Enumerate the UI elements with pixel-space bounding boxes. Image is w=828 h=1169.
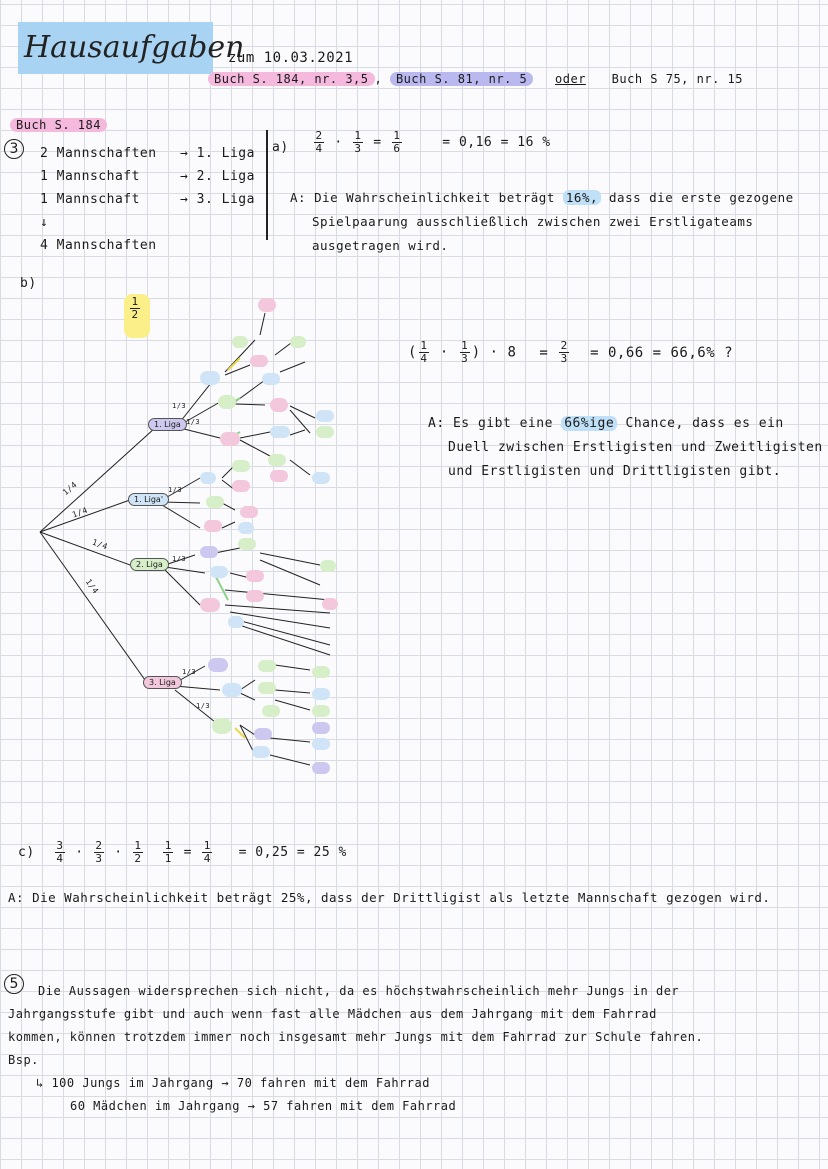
half-fraction: $\frac{1}{2}$ — [131, 295, 139, 321]
node-1-liga: 1. Liga — [148, 418, 187, 431]
leaf-dot — [312, 738, 330, 750]
section5-number: 5 — [4, 974, 24, 994]
leaf-dot — [232, 480, 250, 492]
leaf-dot — [270, 470, 288, 482]
branch-prob-6: 1/3 — [186, 418, 201, 426]
branch-prob-8: 1/3 — [172, 555, 187, 563]
team-list: 2 Mannschaften → 1. Liga 1 Mannschaft → 2. Liga 1 Mannschaft → 3. Liga ↓ 4 Mannschaften — [40, 146, 255, 253]
leaf-dot — [312, 762, 330, 774]
section5-text: Die Aussagen widersprechen sich nicht, da es höchstwahrscheinlich mehr Jungs in der Jahrgangsstufe gibt und auch wenn fast alle Mädchen aus dem Jahrgang mit dem Fahrrad kommen, können trotzdem immer noch insgesamt mehr Jungs mit dem Fahrrad zur Schule fahren. Bsp. ↳ 100 Jungs im Jahrgang → 70 fahren mit dem Fahrrad 60 Mädchen im Jahrgang → 57 fahren mit dem Fahrrad — [8, 984, 704, 1113]
leaf-dot — [262, 705, 280, 717]
a-label: a) — [272, 140, 289, 155]
leaf-dot — [232, 460, 250, 472]
leaf-dot — [246, 570, 264, 582]
branch-prob-7: 1/3 — [168, 486, 183, 494]
leaf-dot — [200, 371, 220, 385]
a-answer: A: Die Wahrscheinlichkeit beträgt 16%, dass die erste gezogene Spielpaarung ausschließlich zwischen zwei Erstligateams ausgetragen wird. — [290, 190, 794, 253]
leaf-dot — [258, 660, 276, 672]
a-equation: $\frac{2}{4}$ · $\frac{1}{3}$ = $\frac{1}{6}$ = 0,16 = 16 % — [315, 129, 551, 155]
leaf-dot — [258, 682, 276, 694]
leaf-dot — [268, 454, 286, 466]
leaf-dot — [290, 336, 306, 348]
leaf-dot — [312, 722, 330, 734]
task2: Buch S. 81, nr. 5 — [390, 72, 533, 86]
leaf-dot — [240, 506, 258, 518]
leaf-dot — [204, 520, 222, 532]
branch-prob-4: 1/4 — [83, 577, 101, 596]
leaf-dot — [270, 398, 288, 412]
leaf-dot — [254, 728, 272, 740]
leaf-dot — [200, 472, 216, 484]
b-label: b) — [20, 276, 37, 291]
leaf-dot — [246, 590, 264, 602]
task3: Buch S 75, nr. 15 — [611, 72, 743, 86]
oder-label: oder — [555, 72, 586, 86]
leaf-dot — [312, 705, 330, 717]
leaf-dot — [206, 496, 224, 508]
leaf-dot — [200, 598, 220, 612]
leaf-dot — [220, 432, 240, 446]
leaf-dot — [312, 472, 330, 484]
leaf-dot — [312, 688, 330, 700]
leaf-dot — [228, 616, 244, 628]
branch-prob-3: 1/4 — [90, 537, 110, 552]
section3-book-label: Buch S. 184 — [10, 118, 107, 132]
leaf-dot — [238, 522, 254, 534]
leaf-dot — [316, 426, 334, 438]
leaf-dot — [222, 683, 242, 697]
branch-prob-5: 1/3 — [172, 402, 187, 410]
page-title: Hausaufgaben — [24, 30, 245, 65]
date: zum 10.03.2021 — [228, 50, 354, 66]
branch-prob-2: 1/4 — [70, 505, 90, 520]
task1: Buch S. 184, nr. 3,5 — [208, 72, 375, 86]
c-equation: c) $\frac{3}{4}$ · $\frac{2}{3}$ · $\frac{1}{2}$ $\frac{1}{1}$ = $\frac{1}{4}$ = 0,25 = 25 % — [18, 839, 347, 865]
b-answer: A: Es gibt eine 66%ige Chance, dass es ein Duell zwischen Erstligisten und Zweitligisten und Erstligisten und Drittligisten gibt. — [428, 416, 823, 479]
c-answer: A: Die Wahrscheinlichkeit beträgt 25%, dass der Drittligist als letzte Mannschaft gezogen wird. — [8, 890, 771, 905]
leaf-dot — [232, 336, 248, 348]
branch-prob-1: 1/4 — [60, 479, 79, 498]
leaf-dot — [200, 546, 218, 558]
leaf-dot — [312, 666, 330, 678]
node-3-liga: 3. Liga — [143, 676, 182, 689]
leaf-dot — [252, 746, 270, 758]
b-equation: ( $\frac{1}{4}$ · $\frac{1}{3}$ ) · 8 = $\frac{2}{3}$ = 0,66 = 66,6% ? — [408, 339, 733, 365]
leaf-dot — [212, 718, 232, 734]
node-2-liga: 2. Liga — [130, 558, 169, 571]
leaf-dot — [210, 566, 228, 578]
leaf-dot — [258, 298, 276, 312]
leaf-dot — [250, 355, 268, 367]
section3-number: 3 — [4, 139, 24, 159]
node-1-liga-prime: 1. Liga' — [128, 493, 169, 506]
leaf-dot — [322, 598, 338, 610]
leaf-dot — [262, 373, 280, 385]
leaf-dot — [208, 658, 228, 672]
leaf-dot — [238, 538, 256, 550]
leaf-dot — [320, 560, 336, 572]
branch-prob-9: 1/3 — [182, 668, 197, 676]
leaf-dot — [218, 395, 236, 409]
leaf-dot — [316, 410, 334, 422]
branch-prob-10: 1/3 — [196, 702, 211, 710]
leaf-dot — [270, 426, 290, 438]
task-line: Buch S. 184, nr. 3,5 , Buch S. 81, nr. 5 oder Buch S 75, nr. 15 — [208, 72, 743, 86]
